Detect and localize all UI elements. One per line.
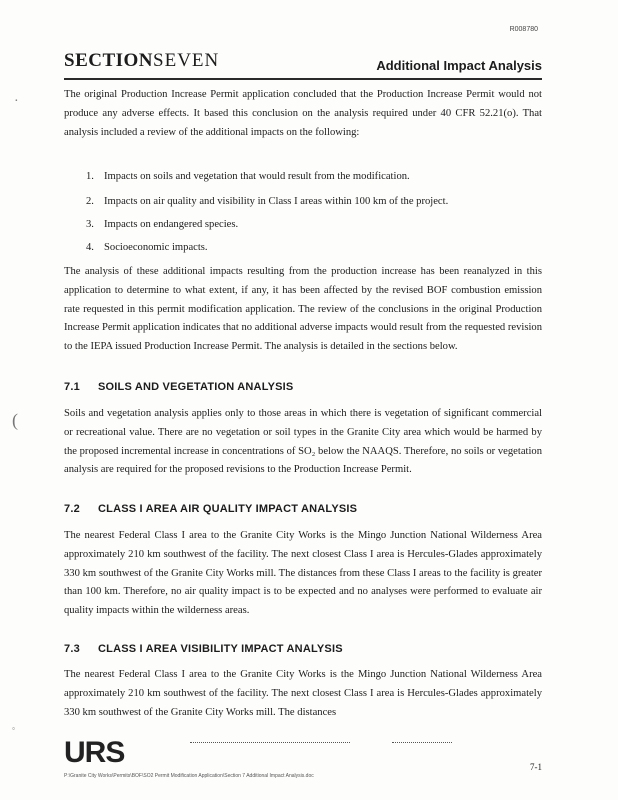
intro-paragraph: The original Production Increase Permit application concluded that the Production Increase Permit would not produce any adverse effects. It based this conclusion on the analysis required under 40 CFR 52.21(o). That analysis included a review of the additional impacts on the following: <box>64 89 542 138</box>
header-rule <box>64 78 542 80</box>
section-number: SEVEN <box>153 50 220 71</box>
document-id: R008780 <box>509 26 538 33</box>
margin-mark: · <box>14 94 19 109</box>
heading-7-2: 7.2 CLASS I AREA AIR QUALITY IMPACT ANALYSIS <box>64 503 358 515</box>
footer-rule <box>392 742 452 744</box>
page-header-title: Additional Impact Analysis <box>376 58 542 73</box>
analysis-paragraph: The analysis of these additional impacts resulting from the production increase has been reanalyzed in this application to determine to what extent, if any, it has been affected by the revised BOF combustion emission rate requested in this permit modification application. The review of the conclusions in the original Production Increase Permit application indicates that no additional adverse impacts would result from the requested revision to the IEPA issued Production Increase Permit. The analysis is detailed in the sections below. <box>64 266 542 353</box>
file-path-footnote: P:\Granite City Works\Permits\BOF\SO2 Permit Modification Application\Section 7 Additional Impact Analysis.doc <box>64 773 314 779</box>
page-number: 7-1 <box>530 762 542 772</box>
section-prefix: SECTION <box>64 50 154 71</box>
section-7-3-body: The nearest Federal Class I area to the Granite City Works is the Mingo Junction National Wilderness Area approximately 210 km southwest of the facility. The next closest Class I area is Hercules-Glades approximately 330 km southwest of the Granite City Works mill. The distances <box>64 669 542 718</box>
section-7-1-body: Soils and vegetation analysis applies only to those areas in which there is vegetation of significant commercial or recreational value. There are no vegetation or soil types in the Granite City area which would be harmed by the proposed incremental increase in concentrations of SO₂ below the NAAQS. Therefore, no soils or vegetation analysis are required for the proposed revisions to the Production Increase Permit. <box>64 408 542 476</box>
footer-rule <box>190 742 350 744</box>
urs-logo: URS <box>64 736 125 769</box>
heading-7-3: 7.3 CLASS I AREA VISIBILITY IMPACT ANALYSIS <box>64 643 343 655</box>
list-item: 4. Socioeconomic impacts. <box>86 242 208 253</box>
section-7-2-body: The nearest Federal Class I area to the Granite City Works is the Mingo Junction National Wilderness Area approximately 210 km southwest of the facility. The next closest Class I area is Hercules-Glades approximately 330 km southwest of the Granite City Works mill. The distances from these Class I areas to the facility is greater than 100 km. Therefore, no air quality impact is to be expected and no analyses were performed to evaluate air quality impacts within the wilderness areas. <box>64 530 542 617</box>
section-title <box>64 50 219 72</box>
list-item: 2. Impacts on air quality and visibility in Class I areas within 100 km of the project. <box>86 196 449 207</box>
list-item: 1. Impacts on soils and vegetation that would result from the modification. <box>86 171 410 182</box>
heading-7-1: 7.1 SOILS AND VEGETATION ANALYSIS <box>64 381 294 393</box>
margin-mark: ﾟ <box>12 728 17 739</box>
list-item: 3. Impacts on endangered species. <box>86 219 239 230</box>
margin-bracket: ( <box>12 410 18 430</box>
